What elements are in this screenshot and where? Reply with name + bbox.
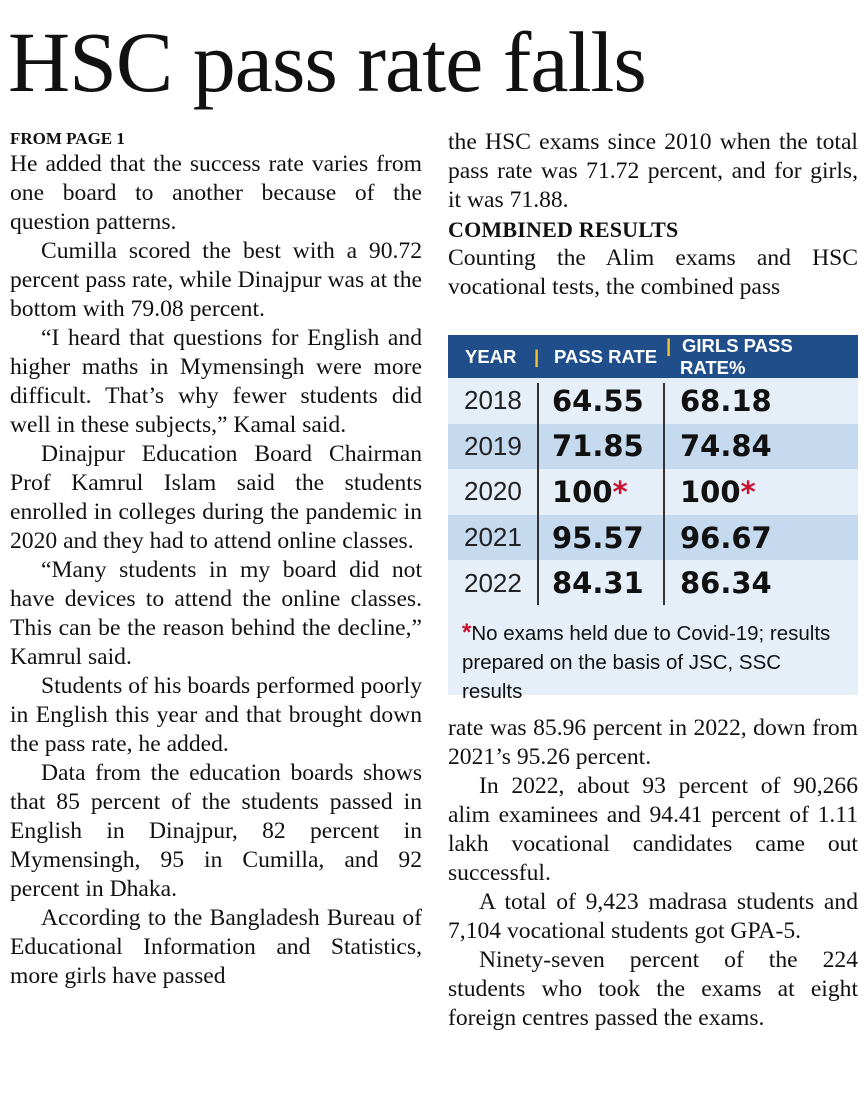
cell-pass-rate [534, 566, 666, 600]
cell-pass-rate [534, 429, 666, 463]
footnote-text: No exams held due to Covid-19; results prepared on the basis of JSC, SSC results [462, 621, 831, 703]
paragraph: Counting the Alim exams and HSC vocational tests, the combined pass [448, 245, 858, 300]
value: 100 [552, 474, 613, 509]
table-footnote [448, 606, 858, 706]
dateline: FROM PAGE 1 [10, 129, 125, 148]
header-year: YEAR [465, 345, 517, 367]
paragraph: “I heard that questions for English and higher maths in Mymensingh were more difficult. That’s why fewer students did well in these subjects,” Kamal said. [10, 325, 422, 438]
table-row [448, 560, 858, 606]
headline: HSC pass rate falls [8, 14, 646, 110]
paragraph: A total of 9,423 madrasa students and 7,104 vocational students got GPA-5. [448, 889, 858, 944]
cell-girls-pass-rate [666, 475, 858, 509]
paragraph: rate was 85.96 percent in 2022, down from 2021’s 95.26 percent. [448, 715, 858, 770]
table-row [448, 378, 858, 424]
table-row [448, 515, 858, 561]
cell-year: 2021 [464, 522, 522, 553]
cell-year: 2018 [464, 385, 522, 416]
value: 95.57 [552, 520, 644, 555]
footnote-star: * [462, 618, 472, 646]
cell-pass-rate [534, 384, 666, 418]
header-girls-pass-rate [666, 335, 858, 379]
cell-girls-pass-rate [666, 384, 858, 418]
paragraph: Data from the education boards shows that 85 percent of the students passed in English in Dinajpur, 82 percent in Mymensingh, 95 in Cumilla, and 92 percent in Dhaka. [10, 760, 422, 902]
cell-girls-pass-rate [666, 521, 858, 555]
cell-year: 2020 [464, 476, 522, 507]
value: 96.67 [680, 520, 772, 555]
paragraph: Cumilla scored the best with a 90.72 percent pass rate, while Dinajpur was at the bottom with 79.08 percent. [10, 238, 422, 322]
cell-girls-pass-rate [666, 566, 858, 600]
paragraph: Ninety-seven percent of the 224 students who took the exams at eight foreign centres passed the exams. [448, 947, 858, 1031]
column-divider [663, 383, 665, 605]
right-column-top [448, 128, 858, 302]
table-row [448, 424, 858, 470]
value: 100 [680, 474, 741, 509]
header-pass-rate-label: PASS RATE [554, 345, 658, 367]
header-girls-label: GIRLS PASS RATE% [680, 334, 793, 378]
left-column [10, 128, 422, 991]
value: 64.55 [552, 383, 644, 418]
value: 68.18 [680, 383, 772, 418]
header-pass-rate [534, 346, 666, 368]
paragraph: In 2022, about 93 percent of 90,266 alim examinees and 94.41 percent of 1.11 lakh vocational candidates came out successful. [448, 773, 858, 886]
value: 84.31 [552, 566, 644, 601]
paragraph: Students of his boards performed poorly in English this year and that brought down the pass rate, he added. [10, 673, 422, 757]
cell-girls-pass-rate [666, 429, 858, 463]
cell-pass-rate [534, 475, 666, 509]
table-header [448, 335, 858, 378]
right-column-bottom [448, 714, 858, 1033]
paragraph: According to the Bangladesh Bureau of Educational Information and Statistics, more girls have passed [10, 905, 422, 989]
value: 71.85 [552, 429, 644, 464]
subhead-combined-results: COMBINED RESULTS [448, 217, 679, 242]
cell-year: 2019 [464, 430, 522, 461]
paragraph: Dinajpur Education Board Chairman Prof Kamrul Islam said the students enrolled in colleges during the pandemic in 2020 and they had to attend online classes. [10, 441, 422, 554]
pass-rate-table [448, 334, 858, 703]
paragraph: the HSC exams since 2010 when the total pass rate was 71.72 percent, and for girls, it was 71.88. [448, 129, 858, 213]
cell-pass-rate [534, 521, 666, 555]
value: 74.84 [680, 429, 772, 464]
paragraph: “Many students in my board did not have devices to attend the online classes. This can be the reason behind the decline,” Kamrul said. [10, 557, 422, 670]
star: * [740, 474, 756, 509]
column-divider [537, 383, 539, 605]
table-row [448, 469, 858, 515]
value: 86.34 [680, 566, 772, 601]
paragraph: He added that the success rate varies from one board to another because of the question patterns. [10, 151, 422, 235]
cell-year: 2022 [464, 567, 522, 598]
star: * [612, 474, 628, 509]
